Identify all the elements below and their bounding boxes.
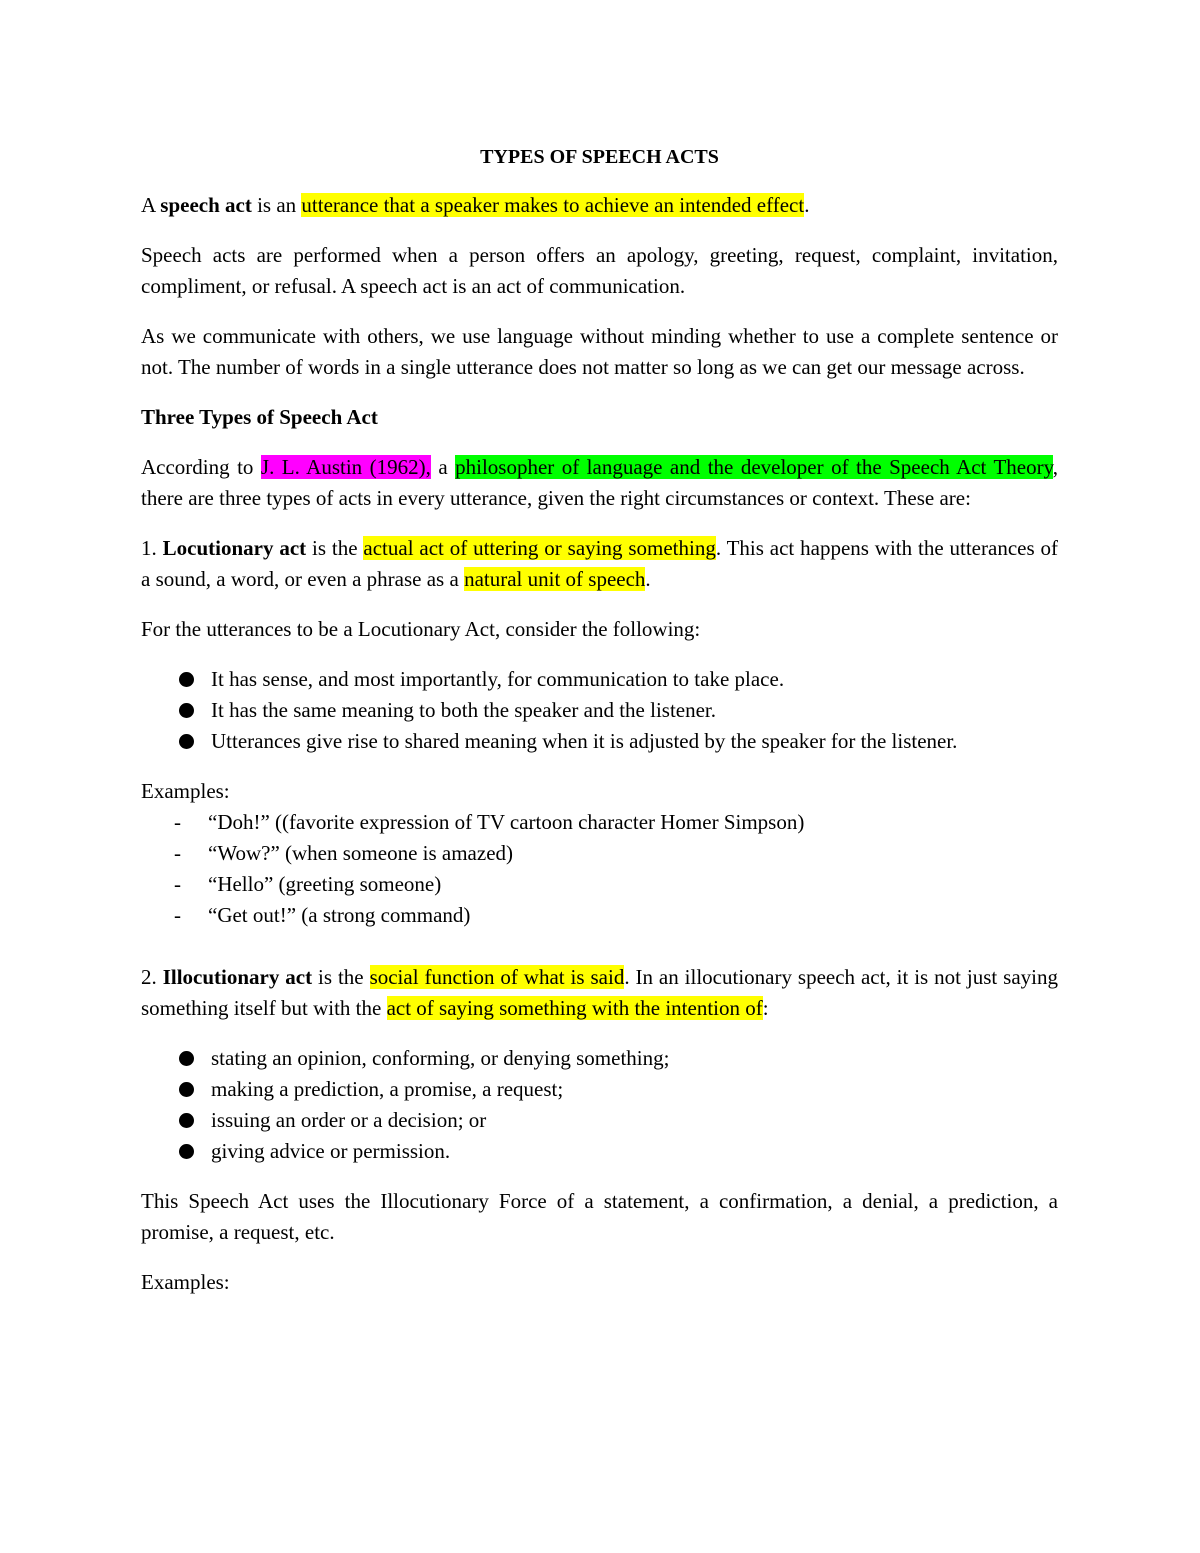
example-text: “Get out!” (a strong command)	[208, 903, 471, 927]
list-item-text: Utterances give rise to shared meaning when it is adjusted by the speaker for the listener.	[211, 729, 958, 753]
bullet-icon	[179, 1144, 194, 1159]
page-title: TYPES OF SPEECH ACTS	[480, 146, 719, 168]
example-item	[141, 838, 1058, 869]
example-item	[141, 807, 1058, 838]
locutionary-number: 1.	[141, 536, 163, 560]
definition-paragraph	[141, 190, 1058, 221]
list-item-text: It has sense, and most importantly, for communication to take place.	[211, 667, 785, 691]
illocutionary-bullet-list	[141, 1043, 1058, 1167]
bullet-icon	[179, 672, 194, 687]
communicate-paragraph: As we communicate with others, we use language without minding whether to use a complete sentence or not. The number of words in a single utterance does not matter so long as we can get our message across.	[141, 324, 1058, 379]
list-item	[141, 726, 1058, 757]
example-item	[141, 869, 1058, 900]
locutionary-paragraph	[141, 533, 1058, 595]
bullet-icon	[179, 1113, 194, 1128]
illocutionary-intent: act of saying something with the intention of	[386, 996, 763, 1020]
illocutionary-end: :	[762, 996, 769, 1020]
example-item	[141, 900, 1058, 931]
list-item-text: making a prediction, a promise, a request;	[211, 1077, 564, 1101]
austin-name: J. L. Austin (1962),	[260, 455, 431, 479]
definition-mid: is an	[251, 193, 302, 217]
example-text: “Wow?” (when someone is amazed)	[208, 841, 514, 865]
dash-marker: -	[174, 903, 181, 927]
definition-highlight: utterance that a speaker makes to achieve an intended effect	[301, 193, 805, 217]
bullet-icon	[179, 1082, 194, 1097]
locutionary-examples-list	[141, 807, 1058, 931]
list-item	[141, 695, 1058, 726]
illocutionary-is-the: is the	[312, 965, 370, 989]
illocutionary-number: 2.	[141, 965, 163, 989]
austin-role: philosopher of language and the developer of the Speech Act Theory	[455, 455, 1053, 479]
austin-paragraph	[141, 452, 1058, 514]
locutionary-unit: natural unit of speech	[464, 567, 646, 591]
list-item-text: It has the same meaning to both the speaker and the listener.	[211, 698, 717, 722]
dash-marker: -	[174, 841, 181, 865]
austin-post: , there are three types of acts in every utterance, given the right circumstances or context. These are:	[141, 455, 1058, 510]
document-body	[141, 142, 1058, 1317]
locutionary-is-the: is the	[306, 536, 364, 560]
list-item-text: stating an opinion, conforming, or denying something;	[211, 1046, 670, 1070]
dash-marker: -	[174, 872, 181, 896]
locutionary-consider: For the utterances to be a Locutionary Act, consider the following:	[141, 617, 701, 641]
definition-post: .	[804, 193, 810, 217]
performed-paragraph: Speech acts are performed when a person offers an apology, greeting, request, complaint, invitation, compliment, or refusal. A speech act is an act of communication.	[141, 243, 1058, 298]
locutionary-bullet-list	[141, 664, 1058, 757]
bullet-icon	[179, 1051, 194, 1066]
list-item	[141, 664, 1058, 695]
example-text: “Doh!” ((favorite expression of TV cartoon character Homer Simpson)	[208, 810, 805, 834]
illocutionary-term: Illocutionary act	[162, 965, 313, 989]
illocutionary-paragraph	[141, 962, 1058, 1024]
definition-pre: A	[141, 193, 161, 217]
list-item	[141, 1136, 1058, 1167]
list-item	[141, 1043, 1058, 1074]
austin-mid: a	[430, 455, 456, 479]
locutionary-examples-label: Examples:	[141, 779, 230, 803]
illocutionary-definition: social function of what is said	[369, 965, 625, 989]
list-item	[141, 1074, 1058, 1105]
illocutionary-force-paragraph: This Speech Act uses the Illocutionary Force of a statement, a confirmation, a denial, a prediction, a promise, a request, etc.	[141, 1189, 1058, 1244]
illocutionary-examples-label: Examples:	[141, 1270, 230, 1294]
definition-term: speech act	[160, 193, 252, 217]
list-item-text: giving advice or permission.	[211, 1139, 451, 1163]
dash-marker: -	[174, 810, 181, 834]
bullet-icon	[179, 734, 194, 749]
example-text: “Hello” (greeting someone)	[208, 872, 442, 896]
bullet-icon	[179, 703, 194, 718]
locutionary-end: .	[645, 567, 651, 591]
section-heading: Three Types of Speech Act	[141, 405, 378, 429]
list-item	[141, 1105, 1058, 1136]
locutionary-definition: actual act of uttering or saying something	[363, 536, 716, 560]
illocutionary-mid: . In an illocutionary speech act, it is not just saying something itself but with the	[141, 965, 1059, 1020]
locutionary-term: Locutionary act	[162, 536, 307, 560]
locutionary-mid: . This act happens with the utterances of a sound, a word, or even a phrase as a	[141, 536, 1058, 591]
austin-pre: According to	[141, 455, 261, 479]
list-item-text: issuing an order or a decision; or	[211, 1108, 487, 1132]
